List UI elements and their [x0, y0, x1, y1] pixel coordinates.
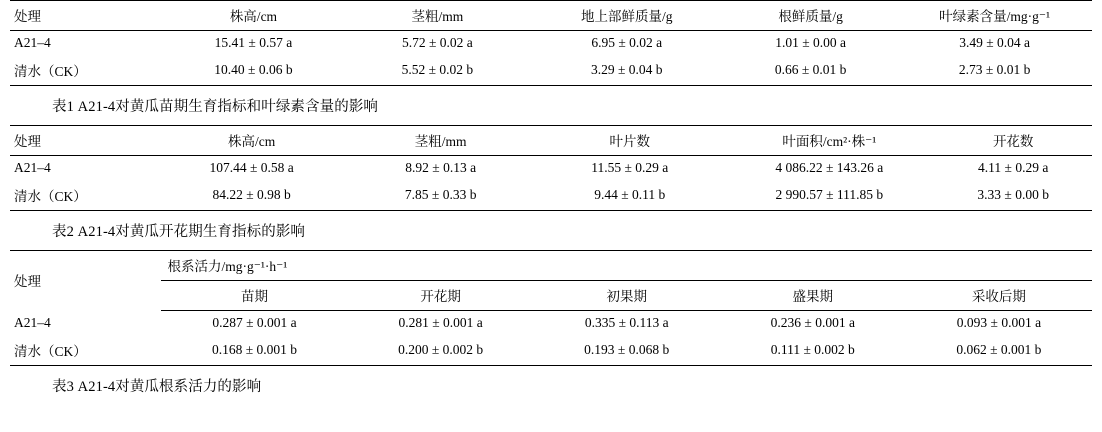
table-2: [10, 125, 1092, 211]
table-2-block: [10, 125, 1092, 250]
table-cell: 3.49 ± 0.04 a: [959, 35, 1030, 50]
table-header-row: [10, 1, 1092, 31]
column-header: 初果期: [534, 281, 720, 311]
table-cell: 0.66 ± 0.01 b: [724, 56, 897, 86]
table-cell: 9.44 ± 0.11 b: [535, 181, 724, 211]
table-cell: 4.11 ± 0.29 a: [978, 160, 1049, 175]
table-cell: 2.73 ± 0.01 b: [897, 56, 1092, 86]
table-group-header-row: [10, 251, 1092, 281]
table-cell: 3.29 ± 0.04 b: [529, 56, 724, 86]
table-cell: 84.22 ± 0.98 b: [157, 181, 346, 211]
table-cell: 11.55 ± 0.29 a: [591, 160, 669, 175]
group-column-header: 根系活力/mg·g⁻¹·h⁻¹: [161, 251, 1092, 281]
column-header: 株高/cm: [157, 126, 346, 156]
table-cell: 1.01 ± 0.00 a: [775, 35, 847, 50]
table-cell: 0.287 ± 0.001 a: [212, 315, 297, 330]
column-header: 叶绿素含量/mg·g⁻¹: [897, 1, 1092, 31]
column-header: 盛果期: [720, 281, 906, 311]
table-cell: 8.92 ± 0.13 a: [405, 160, 477, 175]
table-1-caption: 表1 A21-4对黄瓜苗期生育指标和叶绿素含量的影响: [52, 99, 379, 115]
table-cell: 7.85 ± 0.33 b: [346, 181, 535, 211]
table-cell: 10.40 ± 0.06 b: [161, 56, 345, 86]
table-cell: 0.335 ± 0.113 a: [584, 315, 669, 330]
table-3: [10, 250, 1092, 366]
table-row: [10, 311, 1092, 337]
table-cell: 3.33 ± 0.00 b: [934, 181, 1092, 211]
row-label: A21–4: [14, 160, 51, 175]
table-header-row: [10, 126, 1092, 156]
table-cell: 0.111 ± 0.002 b: [720, 336, 906, 366]
row-label: 清水（CK）: [10, 336, 161, 366]
row-label: 清水（CK）: [10, 56, 161, 86]
table-cell: 0.200 ± 0.002 b: [348, 336, 534, 366]
column-header: 叶片数: [535, 126, 724, 156]
table-3-block: [10, 250, 1092, 405]
table-2-caption: 表2 A21-4对黄瓜开花期生育指标的影响: [52, 224, 306, 240]
table-cell: 5.72 ± 0.02 a: [401, 35, 473, 50]
column-header: 株高/cm: [161, 1, 345, 31]
table-cell: 4 086.22 ± 143.26 a: [775, 160, 884, 175]
table-row: [10, 156, 1092, 182]
table-row: [10, 56, 1092, 86]
table-1-block: [10, 0, 1092, 125]
table-cell: 0.168 ± 0.001 b: [161, 336, 347, 366]
column-header: 根鲜质量/g: [724, 1, 897, 31]
column-header: 地上部鲜质量/g: [529, 1, 724, 31]
table-cell: 0.236 ± 0.001 a: [770, 315, 855, 330]
column-header: 开花期: [348, 281, 534, 311]
table-cell: 0.193 ± 0.068 b: [534, 336, 720, 366]
table-cell: 0.281 ± 0.001 a: [398, 315, 483, 330]
column-header: 开花数: [934, 126, 1092, 156]
table-row: [10, 31, 1092, 57]
column-header: 处理: [10, 251, 161, 311]
column-header: 采收后期: [906, 281, 1092, 311]
table-cell: 2 990.57 ± 111.85 b: [724, 181, 934, 211]
table-subheader-row: [10, 281, 1092, 311]
table-cell: 15.41 ± 0.57 a: [214, 35, 293, 50]
column-header: 处理: [10, 126, 157, 156]
table-3-caption: 表3 A21-4对黄瓜根系活力的影响: [52, 379, 262, 395]
table-cell: 107.44 ± 0.58 a: [209, 160, 294, 175]
column-header: 苗期: [161, 281, 347, 311]
table-cell: 0.093 ± 0.001 a: [956, 315, 1042, 330]
column-header: 茎粗/mm: [346, 126, 535, 156]
column-header: 叶面积/cm²·株⁻¹: [724, 126, 934, 156]
table-cell: 6.95 ± 0.02 a: [591, 35, 663, 50]
table-row: [10, 181, 1092, 211]
row-label: A21–4: [14, 314, 51, 330]
table-cell: 0.062 ± 0.001 b: [906, 336, 1092, 366]
table-1: [10, 0, 1092, 86]
table-cell: 5.52 ± 0.02 b: [345, 56, 529, 86]
table-row: [10, 336, 1092, 366]
row-label: A21–4: [14, 35, 51, 50]
column-header: 处理: [10, 1, 161, 31]
column-header: 茎粗/mm: [345, 1, 529, 31]
row-label: 清水（CK）: [10, 181, 157, 211]
